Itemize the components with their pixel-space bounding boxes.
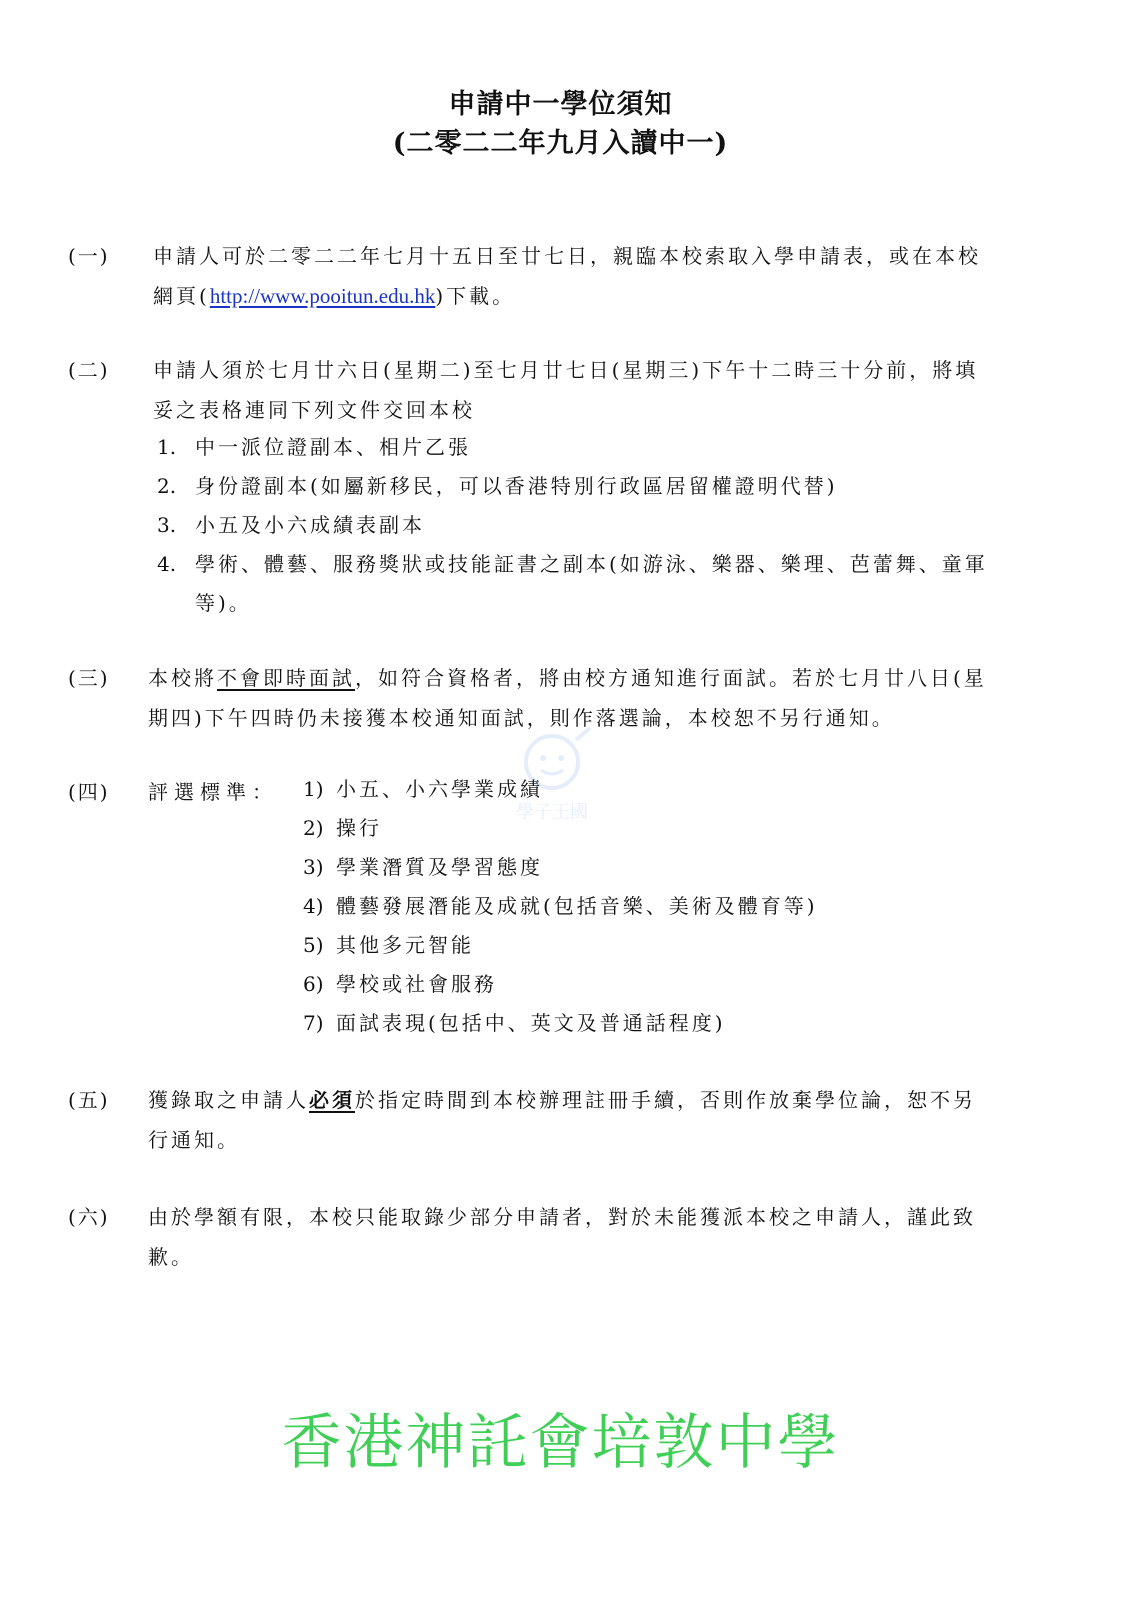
section-line: [148, 1080, 984, 1120]
list-item-number: 1.: [157, 435, 177, 459]
list-item-text: 身份證副本(如屬新移民，可以香港特別行政區居留權證明代替): [195, 474, 838, 498]
list-item-number: 4.: [157, 552, 177, 576]
section-line: 期四)下午四時仍未接獲本校通知面試，則作落選論，本校恕不另行通知。: [148, 706, 895, 730]
text-fragment: 於指定時間到本校辦理註冊手續，否則作放棄學位論，恕不另: [355, 1088, 976, 1112]
list-item: [155, 467, 985, 506]
section-line: 申請人須於七月廿六日(星期二)至七月廿七日(星期三)下午十二時三十分前，將填: [153, 358, 979, 382]
list-item-number: 2.: [157, 474, 177, 498]
school-website-link[interactable]: http://www.pooitun.edu.hk: [209, 284, 436, 308]
list-item-text: 面試表現(包括中、英文及普通話程度): [336, 1011, 726, 1035]
section-number: (二): [68, 358, 110, 382]
section-body: [153, 236, 983, 316]
list-item: [155, 506, 985, 545]
list-item-text: 操行: [336, 816, 382, 840]
section-body: [148, 1197, 984, 1277]
watermark-text: 學子王國: [516, 802, 588, 823]
list-item: [303, 770, 903, 809]
section-line: 歉。: [148, 1245, 194, 1269]
underlined-emphasis: 不會即時面試: [217, 666, 355, 690]
list-item-text: 中一派位證副本、相片乙張: [195, 435, 471, 459]
list-item-number: 1): [303, 777, 324, 801]
section-number: (五): [68, 1088, 110, 1112]
list-item: [303, 1004, 903, 1043]
list-item-text: 學術、體藝、服務獎狀或技能証書之副本(如游泳、樂器、樂理、芭蕾舞、童軍: [195, 552, 988, 576]
bold-underlined-emphasis: 必須: [309, 1088, 355, 1112]
document-title: 申請中一學位須知: [448, 89, 673, 120]
criteria-list: [303, 770, 903, 1043]
list-item: [303, 809, 903, 848]
list-item: [303, 848, 903, 887]
text-fragment: 本校將: [148, 666, 217, 690]
list-item: [303, 887, 903, 926]
section-body: [148, 658, 987, 738]
section-line: 妥之表格連同下列文件交回本校: [153, 398, 475, 422]
section-number: (四): [68, 780, 110, 804]
section-line: 行通知。: [148, 1128, 240, 1152]
list-item-number: 7): [303, 1011, 324, 1035]
list-item-text: 小五、小六學業成績: [336, 777, 543, 801]
list-item: [155, 428, 985, 467]
list-item: [303, 926, 903, 965]
list-item-number: 2): [303, 816, 324, 840]
list-item-number: 5): [303, 933, 324, 957]
section-line: [153, 276, 983, 316]
list-item-text: 小五及小六成績表副本: [195, 513, 425, 537]
section-line: 由於學額有限，本校只能取錄少部分申請者，對於未能獲派本校之申請人，謹此致: [148, 1205, 976, 1229]
list-item: [155, 545, 988, 623]
section-line: 申請人可於二零二二年七月十五日至廿七日，親臨本校索取入學申請表，或在本校: [153, 244, 981, 268]
list-item-number: 4): [303, 894, 324, 918]
section-number: (六): [68, 1205, 110, 1229]
list-item-number: 3): [303, 855, 324, 879]
section-number: (三): [68, 666, 110, 690]
list-item-number: 3.: [157, 513, 177, 537]
list-item-number: 6): [303, 972, 324, 996]
text-fragment: )下載。: [435, 284, 516, 308]
section-body: [153, 350, 983, 430]
section-number: (一): [68, 244, 110, 268]
text-fragment: 網頁(: [153, 284, 210, 308]
document-list: [155, 428, 988, 623]
section-line: [148, 658, 987, 698]
list-item-text-continued: 等)。: [195, 591, 252, 615]
list-item-text: 學校或社會服務: [336, 972, 497, 996]
list-item: [303, 965, 903, 1004]
text-fragment: 獲錄取之申請人: [148, 1088, 309, 1112]
list-item-text: 體藝發展潛能及成就(包括音樂、美術及體育等): [336, 894, 818, 918]
list-item-text: 學業潛質及學習態度: [336, 855, 543, 879]
text-fragment: ，如符合資格者，將由校方通知進行面試。若於七月廿八日(星: [355, 666, 987, 690]
school-name: 香港神託會培敦中學: [281, 1408, 840, 1478]
criteria-label: 評選標準：: [148, 780, 278, 804]
section-body: [148, 1080, 984, 1160]
document-subtitle: (二零二二年九月入讀中一): [392, 128, 729, 159]
list-item-text: 其他多元智能: [336, 933, 474, 957]
